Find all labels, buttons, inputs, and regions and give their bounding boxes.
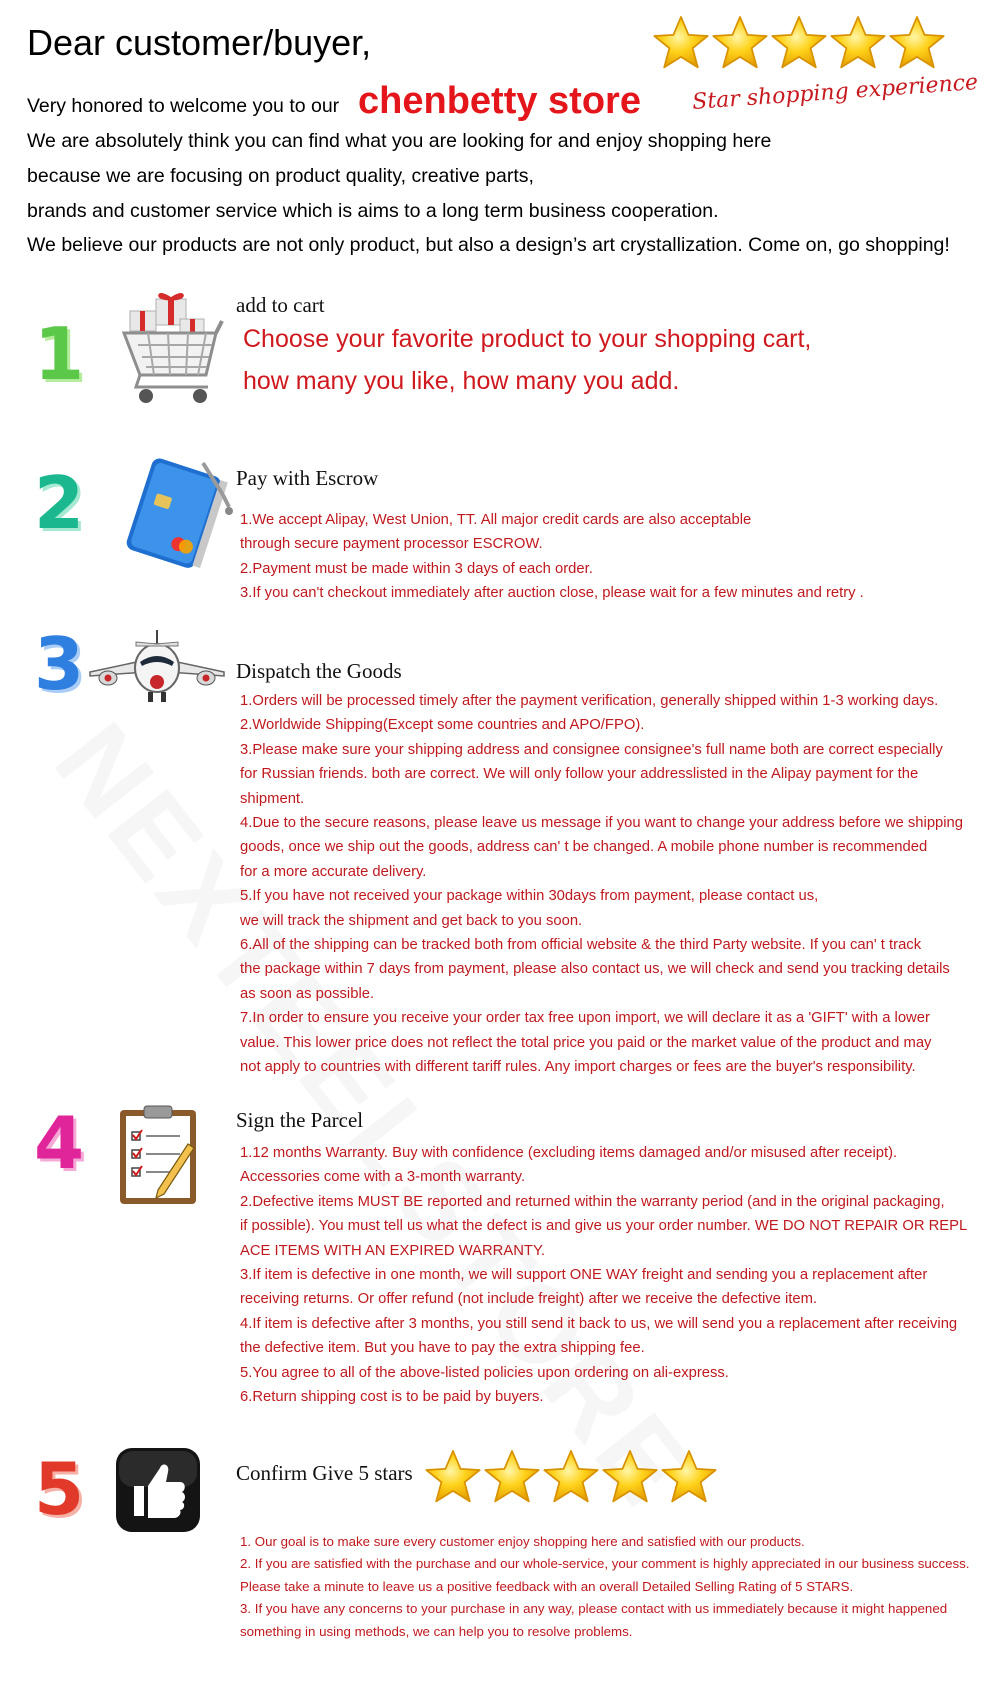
- step-body: [240, 689, 963, 1080]
- step-body: [240, 1141, 967, 1409]
- tagline: Star shopping experience: [691, 70, 979, 115]
- star-icon: [601, 1448, 659, 1506]
- step-line: receiving returns. Or offer refund (not include freight) after we receive the defective item.: [240, 1291, 818, 1308]
- thumbs-up-icon: [114, 1446, 202, 1534]
- step-line: through secure payment processor ESCROW.: [240, 536, 543, 553]
- intro-line: brands and customer service which is aims to a long term business cooperation.: [27, 200, 719, 222]
- star-icon: [829, 14, 887, 72]
- credit-card-zipper-icon: [125, 455, 235, 570]
- step-line: 2. If you are satisfied with the purchase and our whole-service, your comment is highly appreciated in our business success.: [240, 1556, 970, 1572]
- star-icon: [660, 1448, 718, 1506]
- step-title: Confirm Give 5 stars: [236, 1461, 413, 1485]
- step-line: shipment.: [240, 790, 305, 807]
- store-name[interactable]: chenbetty store: [358, 80, 641, 122]
- step-line: not apply to countries with different tariff rules. Any import charges or fees are the buyer's responsibility.: [240, 1059, 916, 1076]
- step-line: if possible). You must tell us what the defect is and give us your order number. WE DO NOT REPAIR OR REPL: [240, 1218, 968, 1235]
- step-title: Sign the Parcel: [236, 1108, 364, 1132]
- star-icon: [483, 1448, 541, 1506]
- step-line: 4.Due to the secure reasons, please leave us message if you want to change your address before we shipping: [240, 815, 964, 832]
- step-line: 2.Payment must be made within 3 days of each order.: [240, 560, 593, 577]
- airplane-icon: [86, 628, 228, 708]
- step-line: we will track the shipment and get back to you soon.: [240, 912, 583, 929]
- step-line: for Russian friends. both are correct. We will only follow your addresslisted in the Alipay payment for the: [240, 766, 919, 783]
- step-line: for a more accurate delivery.: [240, 863, 427, 880]
- step-line: 5.If you have not received your package within 30days from payment, please contact us,: [240, 888, 819, 905]
- step-number-1: 1: [34, 312, 85, 396]
- rating-stars: [424, 1448, 724, 1508]
- step-line: the package within 7 days from payment, please also contact us, we will check and send you tracking details: [240, 961, 950, 978]
- star-icon: [888, 14, 946, 72]
- star-icon: [711, 14, 769, 72]
- step-line: as soon as possible.: [240, 985, 375, 1002]
- step-line: something in using methods, we can help you to resolve problems.: [240, 1623, 633, 1639]
- step-line: 1.We accept Alipay, West Union, TT. All major credit cards are also acceptable: [240, 512, 752, 528]
- step-line: the defective item. But you have to pay the extra shipping fee.: [240, 1340, 645, 1357]
- step-line: Choose your favorite product to your shopping cart,: [243, 325, 812, 353]
- step-title: Pay with Escrow: [236, 466, 379, 490]
- step-line: 4.If item is defective after 3 months, you still send it back to us, we will send you a replacement after receiving: [240, 1315, 958, 1332]
- step-line: 1.12 months Warranty. Buy with confidence (excluding items damaged and/or misused after receipt).: [240, 1145, 898, 1161]
- step-line: 1. Our goal is to make sure every customer enjoy shopping here and satisfied with our products.: [240, 1534, 805, 1549]
- step-title: add to cart: [236, 293, 325, 317]
- star-icon: [770, 14, 828, 72]
- step-line: 7.In order to ensure you receive your order tax free upon import, we will declare it as a 'GIFT' with a lower: [240, 1010, 930, 1027]
- greeting: Dear customer/buyer,: [27, 22, 372, 63]
- step-body: [243, 318, 811, 402]
- step-number-5: 5: [34, 1447, 85, 1531]
- step-line: 1.Orders will be processed timely after the payment verification, generally shipped within 1-3 working days.: [240, 693, 939, 709]
- step-number-2: 2: [34, 461, 85, 545]
- step-line: Please take a minute to leave us a positive feedback with an overall Detailed Selling Rating of 5 STARS.: [240, 1578, 854, 1594]
- step-line: Accessories come with a 3-month warranty.: [240, 1169, 526, 1186]
- step-line: 3.If item is defective in one month, we will support ONE WAY freight and sending you a replacement after: [240, 1267, 928, 1284]
- step-line: goods, once we ship out the goods, address can' t be changed. A mobile phone number is recommended: [240, 839, 928, 856]
- step-line: 3.If you can't checkout immediately after auction close, please wait for a few minutes and retry .: [240, 585, 864, 602]
- step-number-3: 3: [34, 622, 85, 706]
- step-line: value. This lower price does not reflect the total price you paid or the market value of the product and may: [240, 1034, 932, 1051]
- step-body: [240, 508, 864, 606]
- step-line: 6.All of the shipping can be tracked both from official website & the third Party website. If you can' t track: [240, 937, 922, 954]
- intro-line: because we are focusing on product quality, creative parts,: [27, 165, 534, 187]
- step-line: 5.You agree to all of the above-listed policies upon ordering on ali-express.: [240, 1364, 729, 1381]
- step-line: 2.Worldwide Shipping(Except some countries and APO/FPO).: [240, 717, 645, 734]
- step-number-4: 4: [34, 1101, 85, 1185]
- step-title: Dispatch the Goods: [236, 659, 402, 683]
- step-line: 3. If you have any concerns to your purchase in any way, please contact with us immediately because it might happened: [240, 1601, 948, 1617]
- step-line: 2.Defective items MUST BE reported and returned within the warranty period (and in the original packaging,: [240, 1193, 945, 1210]
- step-line: how many you like, how many you add.: [243, 367, 680, 395]
- step-line: 6.Return shipping cost is to be paid by buyers.: [240, 1389, 544, 1406]
- welcome-prefix: Very honored to welcome you to our: [27, 95, 340, 117]
- clipboard-checklist-icon: [118, 1104, 200, 1206]
- header-stars: [652, 14, 952, 74]
- star-icon: [424, 1448, 482, 1506]
- step-body: [240, 1531, 969, 1643]
- step-line: 3.Please make sure your shipping address and consignee consignee's full name both are correct especially: [240, 741, 943, 758]
- step-line: ACE ITEMS WITH AN EXPIRED WARRANTY.: [240, 1242, 546, 1259]
- star-icon: [652, 14, 710, 72]
- intro-line: We are absolutely think you can find what you are looking for and enjoy shopping here: [27, 130, 772, 152]
- shopping-cart-with-gifts-icon: [118, 293, 228, 413]
- star-icon: [542, 1448, 600, 1506]
- intro-line: We believe our products are not only product, but also a design’s art crystallization. Come on, go shopping!: [27, 234, 950, 256]
